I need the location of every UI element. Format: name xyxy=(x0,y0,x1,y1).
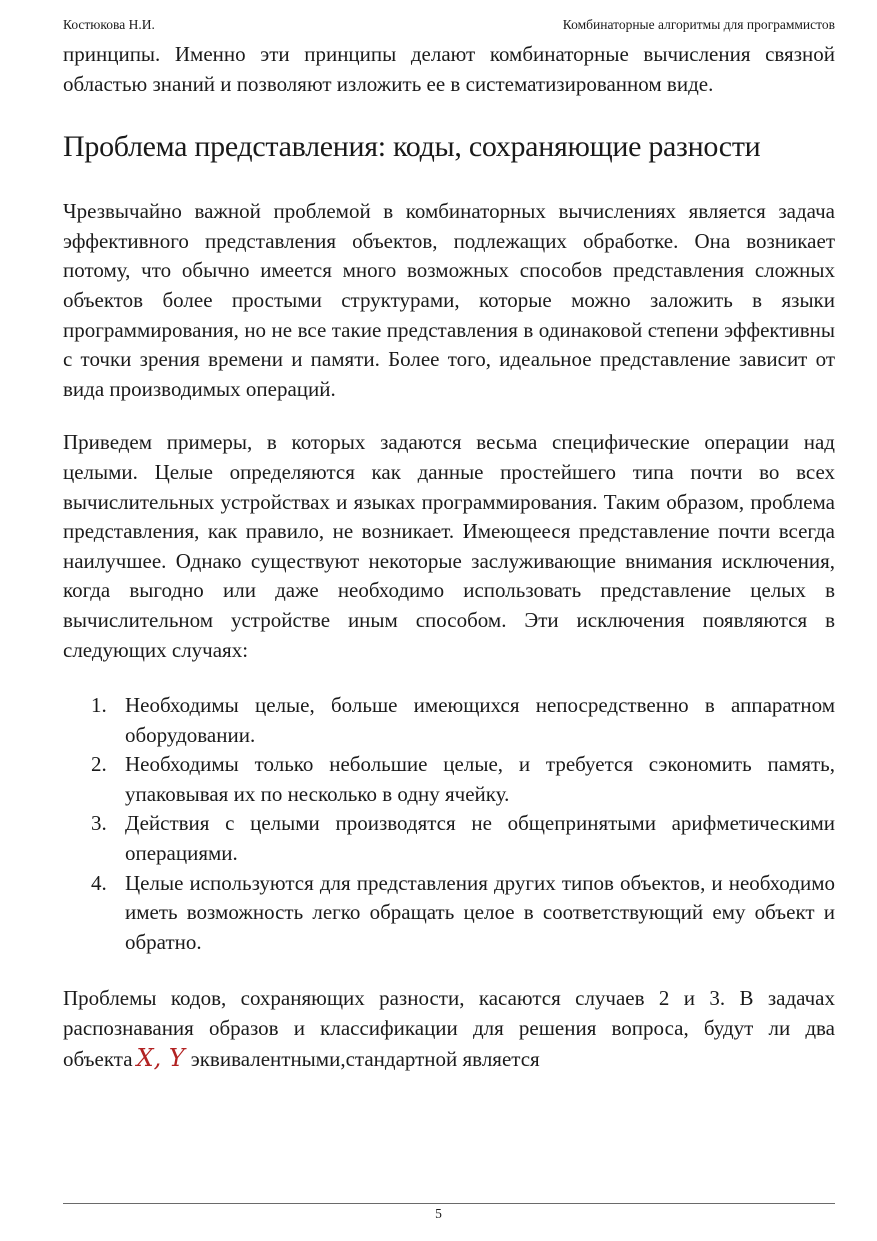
list-item-text: Необходимы только небольшие целые, и требуется сэкономить память, упаковывая их по несколько в одну ячейку. xyxy=(125,752,835,806)
list-item-text: Необходимы целые, больше имеющихся непосредственно в аппаратном оборудовании. xyxy=(125,693,835,747)
cases-list xyxy=(63,691,835,957)
header-book-title: Комбинаторные алгоритмы для программистов xyxy=(562,17,835,32)
paragraph-examples: Приведем примеры, в которых задаются весьма специфические операции над целыми. Целые определяются как данные простейшего типа почти во всех вычислительных устройствах и языках программирования. Таким образом, проблема представления, как правило, не возникает. Имеющееся представление почти всегда наилучшее. Однако существуют некоторые заслуживающие внимания исключения, когда выгодно или даже необходимо использовать представление целых в вычислительном устройстве иным способом. Эти исключения появляются в следующих случаях: xyxy=(63,430,835,662)
list-item xyxy=(63,869,835,958)
list-item xyxy=(63,809,835,868)
footer-divider xyxy=(63,1203,835,1204)
header-author: Костюкова Н.И. xyxy=(63,17,155,32)
list-item-number: 4. xyxy=(91,870,107,895)
continued-paragraph: принципы. Именно эти принципы делают комбинаторные вычисления связной областью знаний и позволяют изложить ее в систематизированном виде. xyxy=(63,42,835,96)
formula-xy: X, Y xyxy=(136,1043,185,1072)
list-item-text: Действия с целыми производятся не общепринятыми арифметическими операциями. xyxy=(125,811,835,866)
paragraph-representation-problem: Чрезвычайно важной проблемой в комбинаторных вычислениях является задача эффективного представления объектов, подлежащих обработке. Она возникает потому, что обычно имеется много возможных способов представления сложных объектов более простыми структурами, которые можно заложить в языки программирования, но не все такие представления в одинаковой степени эффективны с точки зрения времени и памяти. Более того, идеальное представление зависит от вида производимых операций. xyxy=(63,199,835,401)
list-item-text: Целые используются для представления других типов объектов, и необходимо иметь возможность легко обращать целое в соответствующий ему объект и обратно. xyxy=(125,870,835,954)
paragraph-difference-codes xyxy=(63,984,835,1074)
paragraph-text-end: эквивалентными,стандартной является xyxy=(190,1046,540,1071)
page-number: 5 xyxy=(435,1206,442,1221)
list-item xyxy=(63,691,835,750)
list-item-number: 2. xyxy=(91,752,107,777)
section-title: Проблема представления: коды, сохраняющие разности xyxy=(63,130,761,164)
page-header xyxy=(63,17,835,35)
list-item-number: 3. xyxy=(91,811,107,836)
list-item xyxy=(63,750,835,809)
paragraph-text-start: Проблемы кодов, сохраняющих разности, касаются случаев 2 и 3. В задачах распознавания образов и классификации для решения вопроса, будут ли два объекта xyxy=(63,986,835,1071)
page-content xyxy=(63,40,835,1074)
list-item-number: 1. xyxy=(91,693,107,718)
